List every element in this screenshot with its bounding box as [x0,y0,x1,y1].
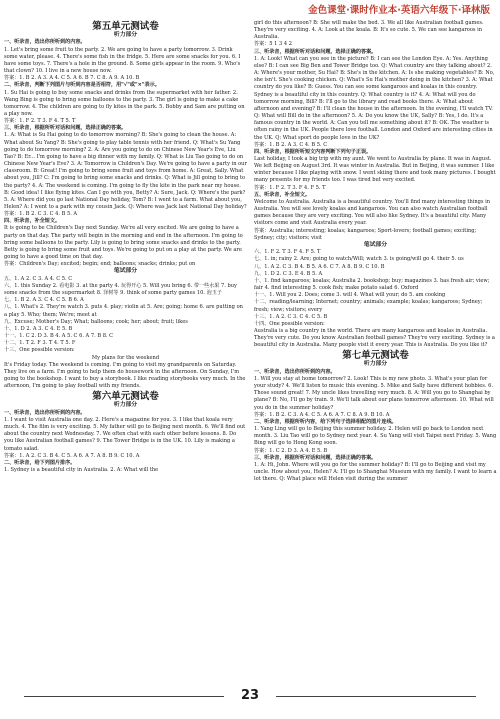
section-heading: 听力部分 [363,361,388,368]
text-paragraph: 九、1. D 2. C 3. E 4. B 5. A [254,270,323,277]
question-heading: 四、听录音，根据所听短文内容判断下列句子正误。 [254,148,372,155]
text-paragraph: 1. A: What is Su Hai going to do tomorrow morning? B: She's going to clean the house. A: What about Su Yang? B: She's going to play table tennis with her friend. Q: What's Su Yang going to do tomorrow morning? 2. A: Are you going to do on Chinese New Year's Eve, Liu Tao? B: Er... I'm going to have a big dinner with my family. Q: What is Liu Tao going to do on Chinese New Year's Eve? 3. A: Tomorrow is Children's Day. We're going to have a party in our classroom. B: Great! I'm going to bring some fruit and toys from home. A: Great, Sally. What about you, Jill? C: I'm going to bring some snacks and drinks. Q: What is Jill going to bring to the party? 4. A: The weekend is coming. I'm going to fly the kite in the park near my house. B: Good idea! I like flying kites. Can I go with you, Betty? A: Sure, Jack. Q: Where's the park? 5. A: Where did you go last National Day holiday, Tom? B: I went to a farm. What about you, Helen? A: I went to a park with my cousin Jack. Q: Where was Jack last National Day holiday? [4,132,247,210]
section-heading: 听力部分 [113,402,138,409]
page-header: 金色课堂·课时作业本·英语六年级下·译林版 [308,5,490,16]
answer-line: 答案：1. F 2. T 3. F 4. F 5. T [254,184,326,191]
text-paragraph: 九、Excuse; Mother's Day; What; balloons; cook; her; about; fruit; likes [4,318,188,325]
answer-line: 答案：Australia; interesting; koalas; kangaroos; Sport-lovers; football games; exciting; Sydney; city; visitors; visit [254,227,477,241]
question-heading: 三、听录音，根据所听对话和问题，选择正确的答案。 [254,454,377,461]
text-paragraph: It is going to be Children's Day next Sunday. We're all very excited. We are going to have a party on that day. The party will begin in the morning and end in the afternoon. I'm going to bring some balloons to the party. Lily is going to bring some snacks and drinks to the party. Betty is going to bring some fruit and toys. We're going to put on a play at the party. We are going to have a good time on that day. [4,225,243,261]
section-heading: 笔试部分 [113,268,138,275]
test-title: 第五单元测试卷 [92,21,159,32]
section-heading: 笔试部分 [363,241,388,248]
question-heading: 三、听录音，根据所听对话和问题，选择正确的答案。 [4,125,127,132]
answer-line: 答案：1. A 2. C 3. B 4. C 5. A 6. A 7. A 8. B 9. C 10. A [4,452,140,459]
text-paragraph: 六、1. this Sunday 2. 看电影 3. at the party 4. 玩得开心 5. Will you bring 6. 带一些水果 7. buy some snacks from the supermarket 8. 泽树等 9. think of some party games 10. 泡玉子 [4,282,237,297]
text-paragraph: Welcome to Australia. Australia is a beautiful country. You'll find many interesting things in Australia. You will see lovely koalas and kangaroos. You can also watch Australian football games because they are very exciting. You will also like Sydney. It's a beautiful city. Many visitors come and visit Australia every year. [254,198,491,227]
text-paragraph: 十二、reading/learning; Internet; country; animals; example; koalas; kangaroos; Sydney; fresh; view; visitors; every [254,299,483,313]
text-paragraph: 1. Su Hai is going to buy some snacks and drinks from the supermarket with her father. 2. Wang Bing is going to bring some balloons to the party. 3. The girl is going to make a cake tomorrow. 4. The children are going to fly kites in the park. 5. Bobby and Sam are putting on a play now. [4,89,245,117]
text-paragraph: 六、1. F 2. T 3. F 4. F 5. T [254,249,321,256]
left-column [4,20,247,680]
text-paragraph: 八、1. A 2. C 3. B 4. B 5. A 6. C 7. A 8. B 9. C 10. B [254,263,385,270]
text-paragraph: 1. Will you stay at home tomorrow? 2. Look! This is my new photo. 3. What's your plan for your study? 4. We'll listen to music this evening. 5. Mike and Sally have different hobbies. 6. Those sound great! 7. My uncle likes travelling very much. 8. A: Will you go to Shanghai by plane? B: No, I'll go by train. 9. We'll talk about our plans tomorrow afternoon. 10. What will you do in the summer holiday? [254,376,494,411]
text-paragraph: 十、1. find kangaroos; koalas; Australia 2. bookshop; buy; magazines 3. has fresh air; view; fair 4. find interesting 5. cook fish; make potato salad 6. Oxford [254,277,490,292]
text-paragraph: 1. A: Hi, John. Where will you go for the summer holiday? B: I'll go to Beijing and visit my uncle. How about you, Helen? A: I'll go to Shanghai Museum with my family. I want to learn a lot there. Q: What place will Helen visit during the summer [254,461,497,483]
text-paragraph: 十一、1. Will you 2. Does; come 3. will 4. What will your; do 5. am cooking [254,292,446,299]
answer-line: 答案：1. B 2. C 3. A 4. C 5. A 6. A 7. C 8. A 9. B 10. A [254,411,390,418]
test-title: 第六单元测试卷 [92,391,159,403]
page-number: 23 [240,688,260,703]
question-heading: 一、听录音，选出你所听到的内容。 [254,368,336,375]
test-title: 第七单元测试卷 [342,350,409,362]
text-paragraph: It's Friday today. The weekend is coming. I'm going to visit my grandparents on Saturday. They live on a farm. I'm going to help them do housework in the afternoon. On Sunday, I'm going to the bookshop. I want to buy a storybook. I like reading storybooks very much. In the afternoon, I'm going to play football with my friends. [4,361,246,390]
text-paragraph: 七、1. in; rainy 2. Are; going to watch/Will; watch 3. is going/will go 4. their 5. us [254,256,464,263]
question-heading: 一、听录音，选出你所听到的内容。 [4,39,86,46]
text-paragraph: 1. I want to visit Australia one day. 2. Here's a magazine for you. 3. I like that koala very much. 4. The film is very exciting. 5. My father will go to Beijing next month. 6. We'll find out about the country next Wednesday. 7. We often chat with each other before lessons. 8. Do you like Australian football games? 9. The Tower Bridge is in the UK. 10. Lily is making a tomato salad. [4,416,246,452]
text-paragraph: 1. Let's bring some fruit to the party. 2. We are going to have a party tomorrow. 3. Drink some water, please. 4. There's some fish in the fridge. 5. Here are some snacks for you. 6. I have some toys. 7. There's a hole in the ground. 8. Some girls appear in the room. 9. Who's that clown? 10. I live in a new house now. [4,46,241,75]
text-paragraph: Australia is a big country in the world. There are many kangaroos and koalas in Australia. They're very cute. Do you know Australian football games? They're very exciting. Sydney is a beautiful city in Australia. Many people visit it every year. This is Australia. Do you like it? [254,327,495,349]
right-column [254,20,497,680]
answer-line: 答案：1. B 2. A 3. C 4. B 5. C [254,141,328,148]
question-heading: 三、听录音，根据所听对话和问题，选择正确的答案。 [254,48,377,55]
text-paragraph: 七、1. B 2. A 3. C 4. C 5. B 6. A [4,297,84,304]
answer-line: 答案：1. C 2. D 3. A 4. E 5. B [254,447,328,454]
section-heading: 听力部分 [113,32,138,38]
text-paragraph: 十三、One possible version: [4,347,75,354]
centered-heading: My plans for the weekend [91,354,160,361]
answer-line: 答案：1. B 2. A 3. A 4. C 5. A 6. B 7. C 8. A 9. A 10. B [4,75,140,82]
text-paragraph: 十、1. D 2. A 3. C 4. E 5. B [4,325,73,332]
text-paragraph: 1. Yang Ling will go to Beijing this summer holiday. 2. Helen will go back to London next month. 3. Liu Tao will go to Sydney next year. 4. Su Yang will visit Taipei next Friday. 5. Wang Bing will go to Hong Kong soon. [254,426,497,447]
question-heading: 二、听录音，根据所听内容，给下列句子选择相配的图片连线。 [254,418,397,425]
question-heading: 一、听录音，选出你所听到的内容。 [4,409,86,416]
text-paragraph: 1. A: Look! What can you see in the picture? B: I can see the London Eye. A: Yes. Anything else? B: I can see Big Ben and Tower Bridge too. Q: What country are they talking about? 2. A: Where's your mother, Su Hai? B: She's in the kitchen. A: Is she making vegetables? B: No, she isn't. She's cooking chicken. Q: What's Su Hai's mother doing in the kitchen? 3. A: What country do you like? B: Guess. You can see some kangaroos and koalas in this country. Sydney is a beautiful city in this country. Q: What country is it? 4. A: What will you do tomorrow morning, Bill? B: I'll go to the library and read books there. A: What about afternoon and evening? B: I'll clean the house in the afternoon. In the evening, I'll watch TV. Q: What will Bill do in the afternoon? 5. A: Do you know the UK, Sally? B: Yes, I do. It's a famous country in the world. A: Can you tell me something about it? B: OK. The weather is often rainy in the UK. People there love football. London and Oxford are interesting cities in the UK. Q: What sport do people love in the UK? [254,55,495,141]
text-paragraph: 十三、1. A 2. C 3. C 4. C 5. B [254,313,328,320]
answer-line: 答案：5 1 3 4 2 [254,41,292,48]
answer-line: 答案：Children's Day; excited; begin; end; balloons; snacks; drinks; put on [4,261,196,268]
text-paragraph: Last holiday, I took a big trip with my aunt. We went to Australia by plane. It was in August. We left Beijing on August 3rd. It was winter in Australia. But in Beijing, it was summer. I like winter because I like playing with snow. I went skiing there and took many pictures. I bought many presents for my friends too. I was tired but very excited. [254,155,496,184]
text-paragraph: 十一、1. C 2. D 3. B 4. A 5. C 6. A 7. B 8. C [4,333,114,340]
text-paragraph: 十二、1. T 2. F 3. T 4. T 5. F [4,340,76,347]
question-heading: 二、听录音，给下列图片排序。 [4,459,76,466]
question-heading: 四、听录音，补全短文。 [4,218,61,225]
text-paragraph: 五、1. A 2. C 3. A 4. C 5. C [4,275,73,282]
text-paragraph: girl do this afternoon? B: She will make the bed. 3. We all like Australian football games. They're very exciting. 4. A: Look at the koala. B: It's so cute. 5. We can see kangaroos in Australia. [254,20,484,41]
answer-line: 答案：1. B 2. C 3. C 4. B 5. A [4,211,78,218]
question-heading: 二、听录音，判断下列图片与听到内容是否相符，用"√"或"×"表示。 [4,82,160,89]
question-heading: 五、听录音，补全短文。 [254,191,311,198]
answer-line: 答案：1. F 2. T 3. F 4. T 5. T [4,118,76,125]
text-paragraph: 1. Sydney is a beautiful city in Australia. 2. A: What will the [4,466,159,473]
text-paragraph: 八、1. What's 2. They're watch 3. puts 4. play; violin at 5. Are; going; home 6. are putting on a play 5. Who; them; We're; meet at [4,304,243,318]
text-paragraph: 十四、One possible version: [254,320,325,327]
